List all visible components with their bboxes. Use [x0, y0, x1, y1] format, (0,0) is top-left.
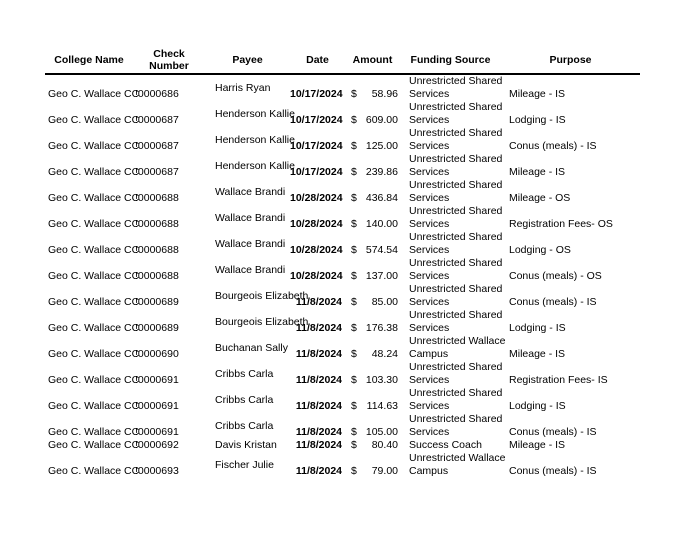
funding-source-line: Unrestricted Shared — [409, 153, 503, 165]
currency-symbol: $ — [351, 296, 357, 308]
cell-date: 10/28/2024 — [290, 270, 343, 282]
cell-payee: Fischer Julie — [215, 458, 274, 471]
cell-payee: Bourgeois Elizabeth — [215, 289, 309, 302]
amount-value: 58.96 — [371, 88, 398, 100]
cell-purpose: Conus (meals) - IS — [509, 465, 597, 477]
cell-funding-source — [400, 179, 501, 205]
cell-date: 11/8/2024 — [295, 348, 342, 360]
amount-value: 574.54 — [365, 244, 398, 256]
funding-source-line: Services — [409, 114, 450, 126]
column-header-funding-source: Funding Source — [400, 46, 501, 74]
cell-amount — [345, 127, 400, 153]
cell-college-name: Geo C. Wallace CC — [48, 244, 140, 256]
table-row — [45, 452, 640, 478]
cell-purpose: Registration Fees- OS — [509, 218, 613, 230]
cell-funding-source — [400, 387, 501, 413]
cell-funding-source — [400, 452, 506, 478]
table-row — [45, 413, 640, 439]
funding-source-line: Unrestricted Shared — [409, 205, 503, 217]
cell-date: 11/8/2024 — [295, 439, 342, 451]
cell-date: 11/8/2024 — [295, 322, 342, 334]
cell-date: 10/17/2024 — [290, 166, 343, 178]
cell-payee: Cribbs Carla — [215, 367, 274, 380]
cell-date: 10/17/2024 — [290, 140, 343, 152]
cell-payee: Harris Ryan — [215, 81, 271, 94]
cell-amount — [345, 452, 400, 478]
currency-symbol: $ — [351, 348, 357, 360]
currency-symbol: $ — [351, 166, 357, 178]
cell-college-name: Geo C. Wallace CC — [48, 270, 140, 282]
cell-payee: Henderson Kallie — [215, 133, 295, 146]
amount-value: 80.40 — [371, 439, 398, 451]
column-header-college-name: College Name — [45, 46, 133, 74]
table-row — [45, 387, 640, 413]
funding-source-line: Unrestricted Shared — [409, 309, 503, 321]
cell-amount — [345, 413, 400, 439]
funding-source-line: Services — [409, 140, 450, 152]
funding-source-line: Services — [409, 322, 450, 334]
funding-source-line: Services — [409, 296, 450, 308]
cell-funding-source — [400, 101, 501, 127]
cell-college-name: Geo C. Wallace CC — [48, 322, 140, 334]
table-row — [45, 153, 640, 179]
cell-payee: Wallace Brandi — [215, 185, 286, 198]
cell-purpose: Conus (meals) - IS — [509, 140, 597, 152]
cell-amount — [345, 153, 400, 179]
funding-source-line: Unrestricted Shared — [409, 75, 503, 87]
cell-date: 11/8/2024 — [295, 465, 342, 477]
currency-symbol: $ — [351, 140, 357, 152]
funding-source-line: Unrestricted Shared — [409, 257, 503, 269]
amount-value: 609.00 — [365, 114, 398, 126]
cell-funding-source — [400, 413, 501, 439]
cell-date: 11/8/2024 — [295, 374, 342, 386]
funding-source-line: Campus — [409, 465, 449, 477]
expense-table — [45, 46, 640, 478]
funding-source-line: Campus — [409, 348, 449, 360]
cell-check-number: !0000691 — [135, 374, 179, 386]
table-row — [45, 231, 640, 257]
cell-amount — [345, 361, 400, 387]
funding-source-line: Unrestricted Shared — [409, 361, 503, 373]
cell-amount — [345, 179, 400, 205]
currency-symbol: $ — [351, 465, 357, 477]
funding-source-line: Unrestricted Shared — [409, 127, 503, 139]
cell-check-number: !0000688 — [135, 218, 179, 230]
cell-college-name: Geo C. Wallace CC — [48, 426, 140, 438]
cell-funding-source — [400, 361, 501, 387]
cell-funding-source — [400, 335, 506, 361]
column-header-date: Date — [290, 46, 345, 74]
cell-check-number: !0000686 — [135, 88, 179, 100]
cell-date: 10/28/2024 — [290, 192, 343, 204]
cell-purpose: Registration Fees- IS — [509, 374, 608, 386]
cell-college-name: Geo C. Wallace CC — [48, 114, 140, 126]
amount-value: 85.00 — [371, 296, 398, 308]
funding-source-line: Services — [409, 166, 450, 178]
column-header-amount: Amount — [345, 46, 400, 74]
cell-amount — [345, 257, 400, 283]
cell-amount — [345, 335, 400, 361]
cell-purpose: Conus (meals) - IS — [509, 426, 597, 438]
cell-payee: Henderson Kallie — [215, 159, 295, 172]
currency-symbol: $ — [351, 218, 357, 230]
cell-college-name: Geo C. Wallace CC — [48, 348, 140, 360]
cell-date: 10/28/2024 — [290, 218, 343, 230]
cell-check-number: !0000687 — [135, 166, 179, 178]
cell-payee: Cribbs Carla — [215, 419, 274, 432]
cell-date: 11/8/2024 — [295, 426, 342, 438]
amount-value: 239.86 — [365, 166, 398, 178]
cell-purpose: Mileage - IS — [509, 348, 566, 360]
cell-college-name: Geo C. Wallace CC — [48, 88, 140, 100]
cell-amount — [345, 231, 400, 257]
cell-check-number: !0000691 — [135, 400, 179, 412]
amount-value: 176.38 — [365, 322, 398, 334]
table-row — [45, 127, 640, 153]
cell-purpose: Lodging - IS — [509, 400, 566, 412]
cell-funding-source — [400, 439, 501, 452]
expense-report-sheet — [45, 46, 640, 478]
cell-funding-source — [400, 127, 501, 153]
amount-value: 114.63 — [366, 400, 398, 412]
cell-funding-source — [400, 153, 501, 179]
cell-check-number: !0000691 — [135, 426, 179, 438]
funding-source-line: Services — [409, 192, 450, 204]
cell-payee: Henderson Kallie — [215, 107, 295, 120]
cell-check-number: !0000688 — [135, 192, 179, 204]
cell-payee: Buchanan Sally — [215, 341, 288, 354]
table-header-row — [45, 46, 640, 74]
cell-amount — [345, 283, 400, 309]
funding-source-line: Unrestricted Wallace — [409, 452, 506, 464]
cell-date: 11/8/2024 — [295, 400, 342, 412]
funding-source-line: Services — [409, 374, 450, 386]
cell-funding-source — [400, 283, 501, 309]
amount-value: 48.24 — [371, 348, 398, 360]
cell-date: 10/17/2024 — [290, 88, 343, 100]
cell-check-number: !0000688 — [135, 270, 179, 282]
cell-college-name: Geo C. Wallace CC — [48, 166, 140, 178]
column-header-payee: Payee — [205, 46, 290, 74]
table-row — [45, 361, 640, 387]
cell-college-name: Geo C. Wallace CC — [48, 296, 140, 308]
cell-check-number: !0000693 — [135, 465, 179, 477]
cell-amount — [345, 74, 400, 101]
funding-source-line: Unrestricted Shared — [409, 101, 503, 113]
currency-symbol: $ — [351, 114, 357, 126]
amount-value: 105.00 — [365, 426, 398, 438]
cell-purpose: Mileage - IS — [509, 88, 566, 100]
currency-symbol: $ — [351, 426, 357, 438]
table-row — [45, 439, 640, 452]
table-row — [45, 101, 640, 127]
funding-source-line: Unrestricted Shared — [409, 231, 503, 243]
funding-source-line: Unrestricted Shared — [409, 283, 503, 295]
amount-value: 436.84 — [365, 192, 398, 204]
cell-college-name: Geo C. Wallace CC — [48, 374, 140, 386]
cell-amount — [345, 439, 400, 452]
amount-value: 79.00 — [371, 465, 398, 477]
currency-symbol: $ — [351, 400, 357, 412]
cell-funding-source — [400, 309, 501, 335]
table-row — [45, 283, 640, 309]
cell-check-number: !0000689 — [135, 296, 179, 308]
cell-amount — [345, 205, 400, 231]
cell-college-name: Geo C. Wallace CC — [48, 439, 140, 451]
currency-symbol: $ — [351, 374, 357, 386]
cell-college-name: Geo C. Wallace CC — [48, 465, 140, 477]
cell-amount — [345, 101, 400, 127]
cell-funding-source — [400, 231, 501, 257]
table-body — [45, 74, 640, 478]
cell-funding-source — [400, 205, 501, 231]
cell-payee: Bourgeois Elizabeth — [215, 315, 309, 328]
cell-date: 11/8/2024 — [295, 296, 342, 308]
cell-purpose: Lodging - IS — [509, 322, 566, 334]
column-header-purpose: Purpose — [501, 46, 640, 74]
table-header — [45, 46, 640, 74]
table-row — [45, 74, 640, 101]
cell-check-number: !0000692 — [135, 439, 179, 451]
cell-payee: Cribbs Carla — [215, 393, 274, 406]
currency-symbol: $ — [351, 322, 357, 334]
cell-purpose: Lodging - IS — [509, 114, 566, 126]
funding-source-line: Services — [409, 400, 450, 412]
cell-funding-source — [400, 257, 501, 283]
table-row — [45, 205, 640, 231]
cell-college-name: Geo C. Wallace CC — [48, 218, 140, 230]
funding-source-line: Unrestricted Shared — [409, 387, 503, 399]
cell-check-number: !0000687 — [135, 140, 179, 152]
currency-symbol: $ — [351, 192, 357, 204]
cell-college-name: Geo C. Wallace CC — [48, 400, 140, 412]
cell-purpose: Lodging - OS — [509, 244, 571, 256]
amount-value: 103.30 — [365, 374, 398, 386]
cell-college-name: Geo C. Wallace CC — [48, 192, 140, 204]
funding-source-line: Success Coach — [409, 439, 482, 451]
funding-source-line: Services — [409, 426, 450, 438]
cell-purpose: Mileage - IS — [509, 166, 566, 178]
currency-symbol: $ — [351, 88, 357, 100]
cell-college-name: Geo C. Wallace CC — [48, 140, 140, 152]
amount-value: 125.00 — [365, 140, 398, 152]
currency-symbol: $ — [351, 270, 357, 282]
funding-source-line: Services — [409, 244, 450, 256]
cell-check-number: !0000688 — [135, 244, 179, 256]
column-header-check-number: Check Number — [133, 46, 205, 74]
cell-check-number: !0000687 — [135, 114, 179, 126]
cell-purpose: Conus (meals) - IS — [509, 296, 597, 308]
funding-source-line: Unrestricted Wallace — [409, 335, 506, 347]
amount-value: 137.00 — [365, 270, 398, 282]
cell-payee: Wallace Brandi — [215, 237, 286, 250]
cell-check-number: !0000690 — [135, 348, 179, 360]
amount-value: 140.00 — [365, 218, 398, 230]
table-row — [45, 179, 640, 205]
cell-check-number: !0000689 — [135, 322, 179, 334]
cell-amount — [345, 387, 400, 413]
table-row — [45, 335, 640, 361]
cell-date: 10/17/2024 — [290, 114, 343, 126]
table-row — [45, 309, 640, 335]
funding-source-line: Unrestricted Shared — [409, 179, 503, 191]
currency-symbol: $ — [351, 439, 357, 451]
cell-payee: Wallace Brandi — [215, 211, 286, 224]
cell-purpose: Mileage - IS — [509, 439, 566, 451]
cell-amount — [345, 309, 400, 335]
funding-source-line: Services — [409, 218, 450, 230]
funding-source-line: Services — [409, 88, 450, 100]
cell-payee: Wallace Brandi — [215, 263, 286, 276]
funding-source-line: Services — [409, 270, 450, 282]
cell-purpose: Conus (meals) - OS — [509, 270, 602, 282]
table-row — [45, 257, 640, 283]
currency-symbol: $ — [351, 244, 357, 256]
cell-funding-source — [400, 74, 501, 101]
cell-payee: Davis Kristan — [215, 439, 277, 451]
cell-purpose: Mileage - OS — [509, 192, 571, 204]
cell-date: 10/28/2024 — [290, 244, 343, 256]
funding-source-line: Unrestricted Shared — [409, 413, 503, 425]
